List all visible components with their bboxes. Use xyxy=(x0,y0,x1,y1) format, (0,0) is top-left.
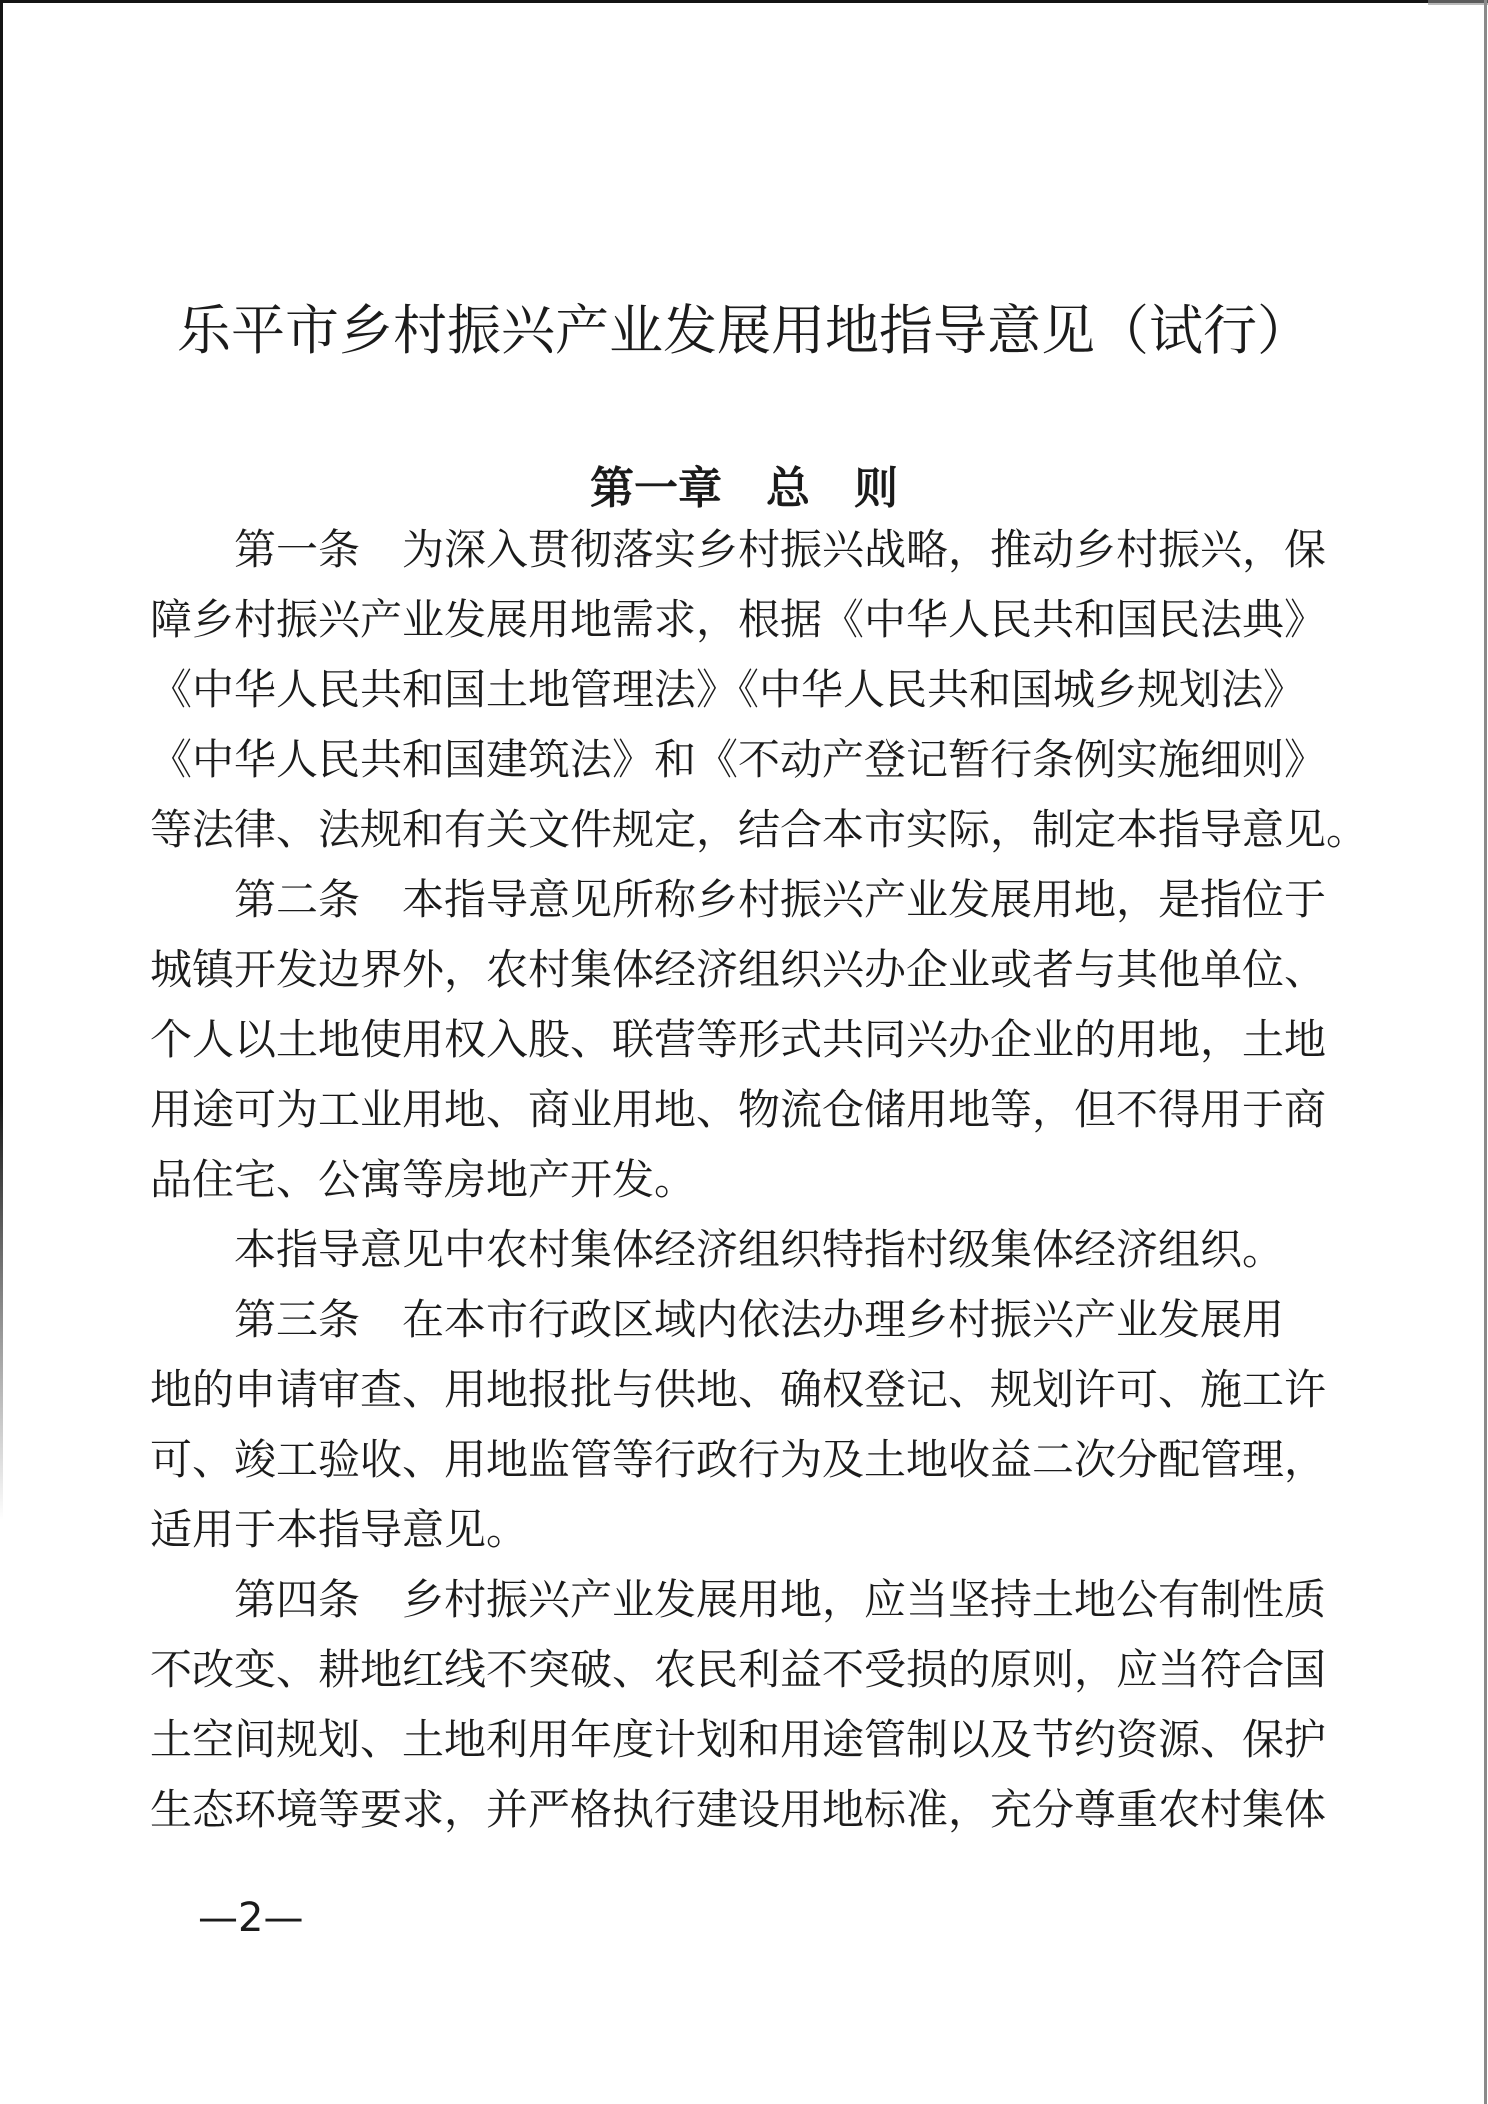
document-title: 乐平市乡村振兴产业发展用地指导意见（试行） xyxy=(177,299,1311,363)
scan-edge-top-right xyxy=(1428,0,1488,5)
document-body xyxy=(150,515,1369,1845)
body-line: 第二条 本指导意见所称乡村振兴产业发展用地，是指位于 xyxy=(234,875,1327,924)
body-line: 不改变、耕地红线不突破、农民利益不受损的原则，应当符合国 xyxy=(150,1645,1327,1694)
chapter-heading: 第一章 总 则 xyxy=(590,462,898,514)
body-line: 等法律、法规和有关文件规定，结合本市实际，制定本指导意见。 xyxy=(150,805,1369,854)
body-line: 本指导意见中农村集体经济组织特指村级集体经济组织。 xyxy=(234,1225,1285,1274)
body-line: 生态环境等要求，并严格执行建设用地标准，充分尊重农村集体 xyxy=(150,1785,1327,1834)
scan-edge-top xyxy=(0,0,1488,3)
body-line: 个人以土地使用权入股、联营等形式共同兴办企业的用地，土地 xyxy=(150,1015,1327,1064)
body-line: 土空间规划、土地利用年度计划和用途管制以及节约资源、保护 xyxy=(150,1715,1327,1764)
body-line: 可、竣工验收、用地监管等行政行为及土地收益二次分配管理， xyxy=(150,1435,1327,1484)
body-line: 用途可为工业用地、商业用地、物流仓储用地等，但不得用于商 xyxy=(150,1085,1327,1134)
body-line: 《中华人民共和国土地管理法》《中华人民共和国城乡规划法》 xyxy=(150,665,1306,714)
body-line: 第四条 乡村振兴产业发展用地，应当坚持土地公有制性质 xyxy=(234,1575,1327,1624)
body-line: 第一条 为深入贯彻落实乡村振兴战略，推动乡村振兴，保 xyxy=(234,525,1327,574)
body-line: 障乡村振兴产业发展用地需求，根据《中华人民共和国民法典》 xyxy=(150,595,1327,644)
body-line: 品住宅、公寓等房地产开发。 xyxy=(150,1155,697,1204)
body-line: 适用于本指导意见。 xyxy=(150,1505,529,1554)
body-line: 城镇开发边界外，农村集体经济组织兴办企业或者与其他单位、 xyxy=(150,945,1327,994)
body-line: 第三条 在本市行政区域内依法办理乡村振兴产业发展用 xyxy=(234,1295,1285,1344)
body-line: 地的申请审查、用地报批与供地、确权登记、规划许可、施工许 xyxy=(150,1365,1327,1414)
scan-edge-left xyxy=(0,0,3,1520)
page-number: —2— xyxy=(198,1895,304,1941)
body-line: 《中华人民共和国建筑法》和《不动产登记暂行条例实施细则》 xyxy=(150,735,1327,784)
